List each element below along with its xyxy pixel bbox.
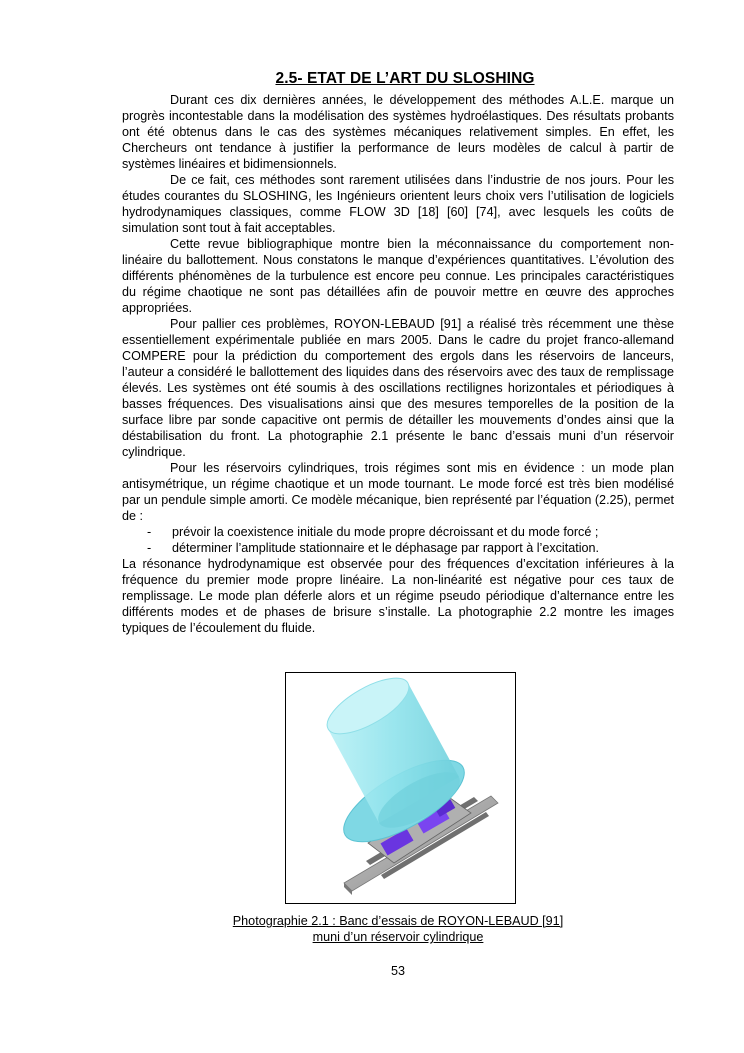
page-number: 53 bbox=[390, 964, 405, 978]
section-title: 2.5- ETAT DE L’ART DU SLOSHING bbox=[275, 70, 535, 87]
bullet-list bbox=[122, 524, 674, 556]
paragraph-industry-usage: De ce fait, ces méthodes sont rarement utilisées dans l’industrie de nos jours. Pour les études courantes du SLOSHING, les Ingénieurs orientent leurs choix vers l’utilisation de logiciels hydrodynamiques classiques, comme FLOW 3D [18] [60] [74], avec lesquels les coûts de simulation sont tout à fait acceptables. bbox=[122, 173, 674, 235]
paragraph-hydrodynamic-resonance: La résonance hydrodynamique est observée pour des fréquences d’excitation inférieures à la fréquence du premier mode propre linéaire. La non-linéarité est négative pour ces taux de remplissage. Le mode plan déferle alors et un régime pseudo périodique d’alternance entre les différents modes et de phases de brisure s’installe. La photographie 2.2 montre les images typiques de l’écoulement du fluide. bbox=[122, 557, 674, 635]
test-bench-illustration bbox=[286, 673, 515, 903]
list-item-text: déterminer l’amplitude stationnaire et le déphasage par rapport à l’excitation. bbox=[172, 541, 600, 555]
list-item-text: prévoir la coexistence initiale du mode propre décroissant et du mode forcé ; bbox=[172, 525, 599, 539]
figure-caption bbox=[122, 913, 674, 945]
list-item: - déterminer l’amplitude stationnaire et le déphasage par rapport à l’excitation. bbox=[147, 541, 600, 555]
caption-line-1: Photographie 2.1 : Banc d’essais de ROYON-LEBAUD [91] bbox=[232, 914, 564, 928]
paragraph-bibliographic-review: Cette revue bibliographique montre bien la méconnaissance du comportement non-linéaire du ballottement. Nous constatons le manque d’expériences quantitatives. L’évolution des différents phénomènes de la turbulence est encore peu connue. Les principales caractéristiques du régime chaotique ne sont pas détaillées afin de pouvoir mettre en œuvre des approches appropriées. bbox=[122, 237, 674, 315]
page-content bbox=[122, 70, 674, 636]
list-item: - prévoir la coexistence initiale du mode propre décroissant et du mode forcé ; bbox=[147, 525, 599, 539]
paragraph-ale-methods: Durant ces dix dernières années, le développement des méthodes A.L.E. marque un progrès incontestable dans la modélisation des systèmes hydroélastiques. Des résultats probants ont été obtenus dans le cas des systèmes mécaniques relativement simples. En effet, les Chercheurs ont tendance à justifier la performance de leurs modèles de calcul à partir de systèmes linéaires et bidimensionnels. bbox=[122, 93, 674, 171]
paragraph-royon-lebaud-thesis: Pour pallier ces problèmes, ROYON-LEBAUD [91] a réalisé très récemment une thèse essentiellement expérimentale publiée en mars 2005. Dans le cadre du projet franco-allemand COMPERE pour la prédiction du comportement des ergols dans les réservoirs de lanceurs, l’auteur a considéré le ballottement des liquides dans des réservoirs avec des taux de remplissage élevés. Les systèmes ont été soumis à des oscillations rectilignes horizontales et périodiques à basses fréquences. Des visualisations ainsi que des mesures temporelles de la position de la surface libre par sonde capacitive ont permis de détailler les mouvements d’ondes ainsi que la déstabilisation du front. La photographie 2.1 présente le banc d’essais muni d’un réservoir cylindrique. bbox=[122, 317, 674, 459]
paragraph-cylindrical-tanks: Pour les réservoirs cylindriques, trois régimes sont mis en évidence : un mode plan antisymétrique, un régime chaotique et un mode tournant. Le mode forcé est très bien modélisé par un pendule simple amorti. Ce modèle mécanique, bien représenté par l’équation (2.25), permet de : bbox=[122, 461, 674, 523]
photograph-test-bench bbox=[285, 672, 516, 904]
caption-line-2: muni d’un réservoir cylindrique bbox=[312, 930, 484, 944]
